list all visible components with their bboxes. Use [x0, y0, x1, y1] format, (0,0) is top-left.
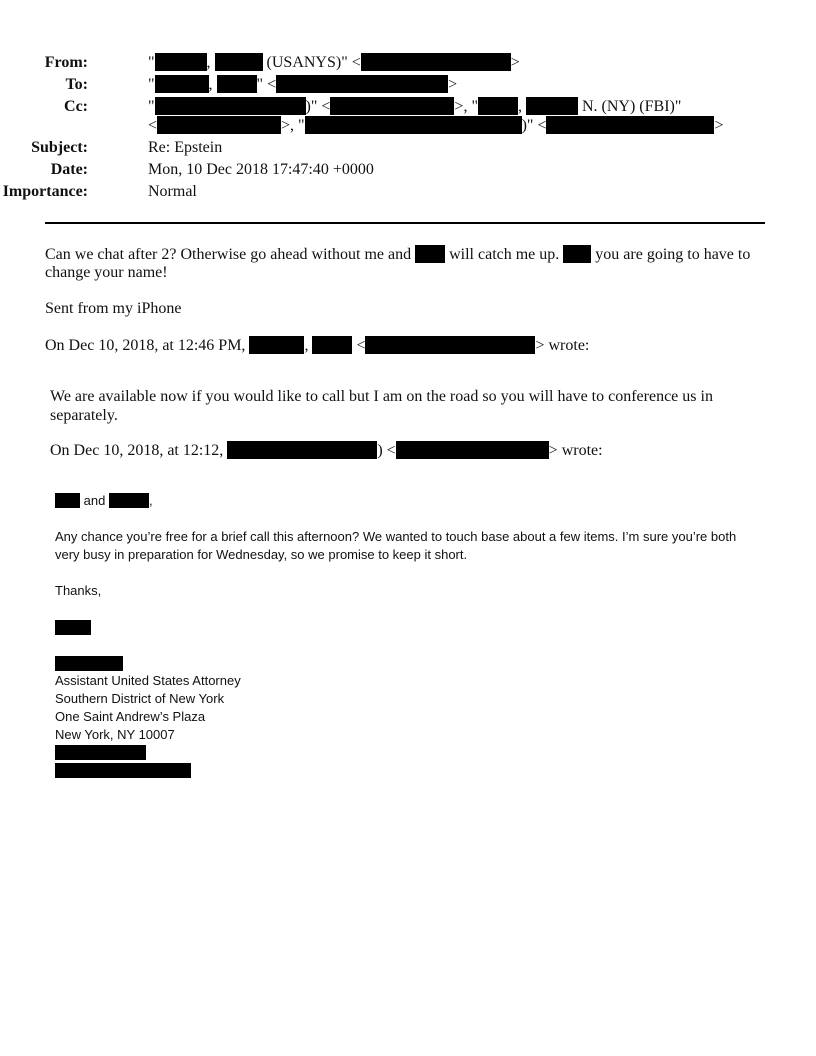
header-divider: [45, 222, 765, 224]
redaction: [215, 53, 263, 71]
date-label: Date:: [50, 161, 88, 178]
subject-label: Subject:: [31, 139, 88, 156]
redaction: [546, 116, 714, 134]
redaction: [312, 336, 352, 354]
signature-email: [55, 762, 191, 780]
cc-value: " )" < >, " , N. (NY) (FBI)": [148, 98, 682, 115]
mobile-signature: Sent from my iPhone: [45, 300, 182, 317]
quoted-message-body: We are available now if you would like to call but I am on the road so you will have to conference us in separately.: [50, 388, 713, 424]
cc-value-continued: < >, " )" < >: [148, 117, 724, 134]
redaction: [361, 53, 511, 71]
signature-address-line-1: One Saint Andrew’s Plaza: [55, 709, 206, 724]
sender-full-name: [55, 655, 123, 673]
from-label: From:: [44, 54, 88, 71]
original-greeting: and ,: [55, 492, 153, 510]
redaction: [55, 745, 146, 760]
signature-title: Assistant United States Attorney: [55, 673, 241, 688]
importance-value: Normal: [148, 183, 197, 200]
from-value: " , (USANYS)" < >: [148, 54, 520, 71]
sender-name: [55, 619, 91, 637]
redaction: [109, 493, 149, 508]
redaction: [217, 75, 257, 93]
redaction: [305, 116, 522, 134]
importance-label: Importance:: [2, 183, 88, 200]
redaction: [155, 97, 306, 115]
subject-value: Re: Epstein: [148, 139, 223, 156]
quoted-attribution: On Dec 10, 2018, at 12:12, ) < > wrote:: [50, 442, 603, 459]
redaction: [276, 75, 448, 93]
date-value: Mon, 10 Dec 2018 17:47:40 +0000: [148, 161, 374, 178]
signature-phone: [55, 744, 146, 762]
redaction: [396, 441, 549, 459]
cc-label: Cc:: [64, 98, 88, 115]
redaction: [227, 441, 377, 459]
redaction: [330, 97, 454, 115]
redaction: [55, 763, 191, 778]
redaction: [526, 97, 578, 115]
redaction: [478, 97, 518, 115]
redaction: [155, 75, 209, 93]
redaction: [55, 656, 123, 671]
reply-line-2: change your name!: [45, 264, 168, 281]
signature-address-line-2: New York, NY 10007: [55, 727, 175, 742]
original-thanks: Thanks,: [55, 583, 102, 598]
redaction: [157, 116, 281, 134]
redaction: [249, 336, 304, 354]
to-value: " , " < >: [148, 76, 458, 93]
signature-office: Southern District of New York: [55, 691, 225, 706]
redaction: [415, 245, 445, 263]
redaction: [155, 53, 207, 71]
redaction: [55, 620, 91, 635]
reply-attribution: On Dec 10, 2018, at 12:46 PM, , < > wrote:: [45, 337, 590, 354]
reply-line-1: Can we chat after 2? Otherwise go ahead without me and will catch me up. you are going to have to: [45, 246, 751, 263]
redaction: [55, 493, 80, 508]
to-label: To:: [65, 76, 88, 93]
redaction: [563, 245, 591, 263]
redaction: [365, 336, 535, 354]
original-body: Any chance you’re free for a brief call this afternoon? We wanted to touch base about a few items. I’m sure you’re both very busy in preparation for Wednesday, so we promise to keep it short.: [55, 529, 737, 562]
